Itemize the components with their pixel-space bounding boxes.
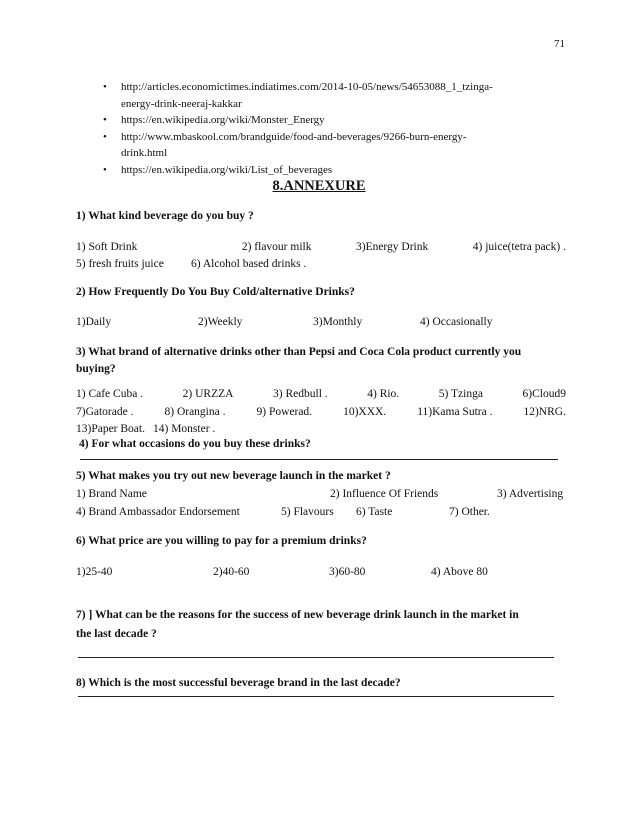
option[interactable]: 3)Energy Drink: [355, 241, 429, 253]
question-3-options-row: [76, 388, 566, 400]
reference-item: [103, 129, 573, 162]
option[interactable]: 5) fresh fruits juice: [76, 258, 164, 270]
question-1: 1) What kind beverage do you buy ?: [76, 210, 254, 222]
option[interactable]: 2)Weekly: [198, 316, 243, 328]
question-6: 6) What price are you willing to pay for a premium drinks?: [76, 535, 367, 547]
option[interactable]: 3)Monthly: [313, 316, 363, 328]
bullet-icon: •: [103, 130, 107, 143]
option[interactable]: 7)Gatorade .: [76, 406, 134, 418]
option[interactable]: 2) Influence Of Friends: [330, 488, 439, 500]
option[interactable]: 10)XXX.: [343, 406, 387, 418]
answer-line[interactable]: [78, 657, 554, 658]
option[interactable]: 1) Soft Drink: [76, 241, 138, 253]
option[interactable]: 5) Tzinga: [438, 388, 483, 400]
reference-link[interactable]: https://en.wikipedia.org/wiki/Monster_Energy: [121, 114, 325, 126]
question-7: 7) ] What can be the reasons for the success of new beverage drink launch in the market in: [76, 609, 519, 621]
question-3-options-row: [76, 406, 566, 418]
option[interactable]: 4) Occasionally: [420, 316, 493, 328]
option[interactable]: 8) Orangina .: [164, 406, 226, 418]
answer-line[interactable]: [80, 459, 558, 460]
option[interactable]: 6)Cloud9: [522, 388, 566, 400]
option[interactable]: 6) Alcohol based drinks .: [191, 258, 307, 270]
bullet-icon: •: [103, 81, 107, 93]
question-5: 5) What makes you try out new beverage launch in the market ?: [76, 470, 391, 482]
page-number: 71: [554, 38, 565, 50]
option[interactable]: 3) Redbull .: [273, 388, 328, 400]
answer-line[interactable]: [78, 696, 554, 697]
option[interactable]: 5) Flavours: [281, 506, 334, 518]
option[interactable]: 4) Above 80: [431, 566, 488, 578]
reference-item: [103, 79, 573, 112]
reference-link-cont[interactable]: drink.html: [121, 147, 168, 159]
reference-list: [103, 79, 573, 178]
option[interactable]: 11)Kama Sutra .: [417, 406, 493, 418]
option[interactable]: 3)60-80: [329, 566, 366, 578]
option[interactable]: 14) Monster .: [153, 423, 216, 435]
option[interactable]: 12)NRG.: [523, 406, 566, 418]
reference-link[interactable]: https://en.wikipedia.org/wiki/List_of_beverages: [121, 163, 333, 176]
option[interactable]: 4) juice(tetra pack) .: [472, 241, 566, 253]
option[interactable]: 1)Daily: [76, 316, 112, 328]
reference-link[interactable]: http://articles.economictimes.indiatimes.com/2014-10-05/news/54653088_1_tzinga-: [121, 81, 493, 93]
option[interactable]: 4) Brand Ambassador Endorsement: [76, 506, 240, 518]
question-1-options-row: [76, 241, 566, 253]
option[interactable]: 1) Cafe Cuba .: [76, 388, 144, 400]
option[interactable]: 4) Rio.: [367, 388, 400, 400]
option[interactable]: 1)25-40: [76, 566, 113, 578]
reference-link-cont[interactable]: energy-drink-neeraj-kakkar: [121, 97, 242, 110]
question-3-cont: buying?: [76, 363, 116, 375]
option[interactable]: 1) Brand Name: [76, 488, 147, 500]
option[interactable]: 7) Other.: [449, 506, 490, 518]
question-3: 3) What brand of alternative drinks other than Pepsi and Coca Cola product currently you: [76, 346, 522, 358]
reference-link[interactable]: http://www.mbaskool.com/brandguide/food-and-beverages/9266-burn-energy-: [121, 130, 467, 143]
option[interactable]: 6) Taste: [356, 506, 393, 518]
option[interactable]: 2) URZZA: [182, 388, 234, 400]
question-8: 8) Which is the most successful beverage brand in the last decade?: [76, 677, 401, 689]
option[interactable]: 2)40-60: [213, 566, 250, 578]
bullet-icon: •: [103, 114, 107, 126]
option[interactable]: 2) flavour milk: [241, 241, 312, 253]
question-2: 2) How Frequently Do You Buy Cold/alternative Drinks?: [76, 286, 355, 298]
annexure-title: 8.ANNEXURE: [272, 178, 366, 194]
option[interactable]: 9) Powerad.: [256, 406, 313, 418]
option[interactable]: 3) Advertising: [497, 488, 564, 500]
bullet-icon: •: [103, 163, 107, 176]
reference-item: [103, 162, 573, 179]
question-7-cont: the last decade ?: [76, 628, 157, 640]
reference-item: [103, 112, 573, 129]
question-4: 4) For what occasions do you buy these drinks?: [79, 438, 311, 450]
option[interactable]: 13)Paper Boat.: [76, 423, 145, 435]
